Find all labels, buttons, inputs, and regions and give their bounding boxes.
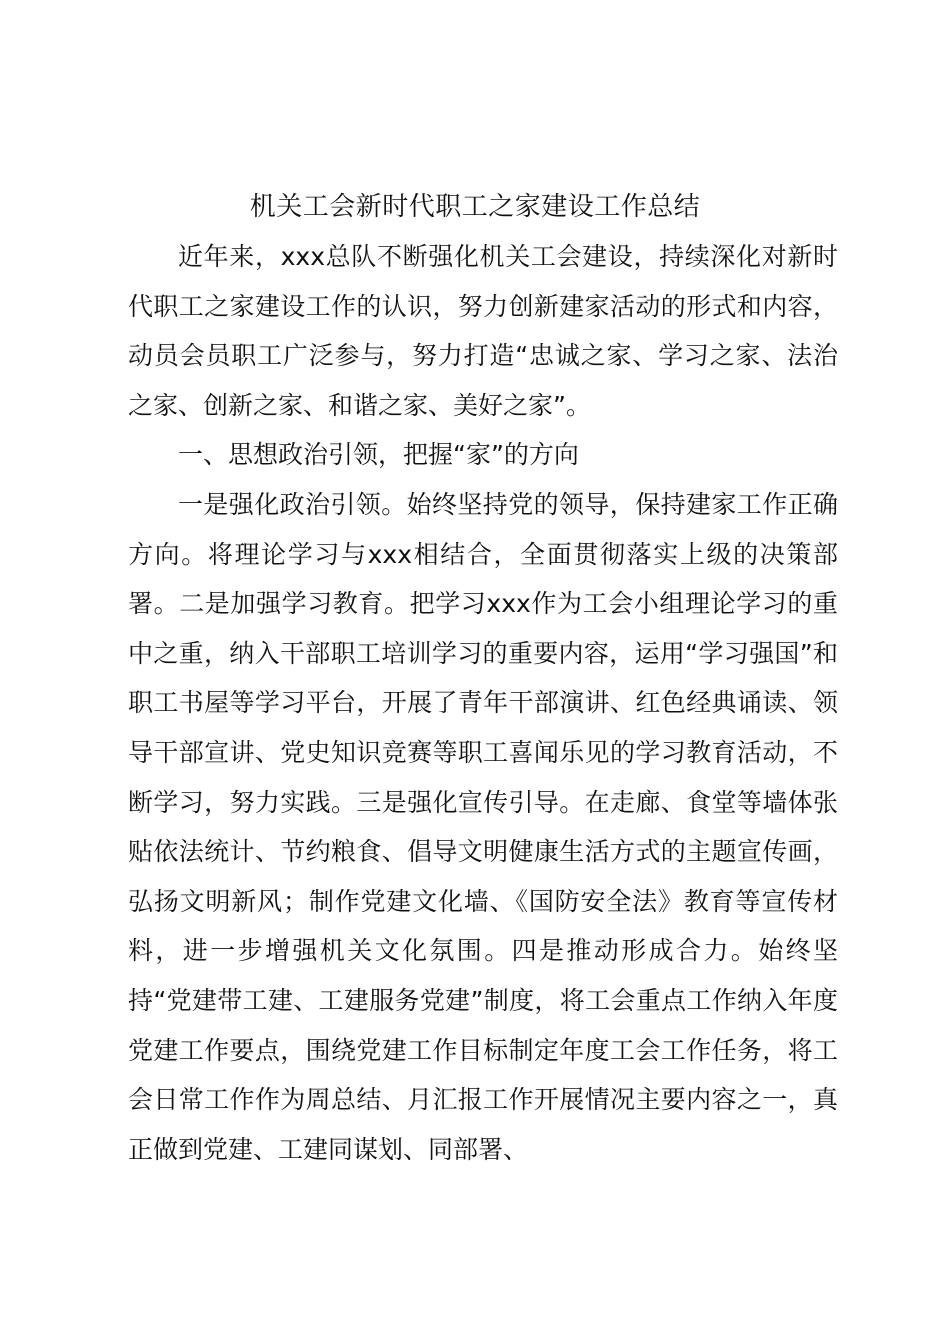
section-paragraph: 一是强化政治引领。始终坚持党的领导，保持建家工作正确方向。将理论学习与xxx相结合，全面贯彻落实上级的决策部署。二是加强学习教育。把学习xxx作为工会小组理论学习的重中之重，纳入干部职工培训学习的重要内容，运用“学习强国”和职工书屋等学习平台，开展了青年干部演讲、红色经典诵读、领导干部宣讲、党史知识竞赛等职工喜闻乐见的学习教育活动，不断学习，努力实践。三是强化宣传引导。在走廊、食堂等墙体张贴依法统计、节约粮食、倡导文明健康生活方式的主题宣传画，弘扬文明新风；制作党建文化墙、《国防安全法》教育等宣传材料，进一步增强机关文化氛围。四是推动形成合力。始终坚持“党建带工建、工建服务党建”制度，将工会重点工作纳入年度党建工作要点，围绕党建工作目标制定年度工会工作任务，将工会日常工作作为周总结、月汇报工作开展情况主要内容之一，真正做到党建、工建同谋划、同部署、 bbox=[128, 489, 838, 1164]
document-title: 机关工会新时代职工之家建设工作总结 bbox=[249, 192, 701, 222]
intro-paragraph: 近年来，xxx总队不断强化机关工会建设，持续深化对新时代职工之家建设工作的认识，努力创新建家活动的形式和内容，动员会员职工广泛参与，努力打造“忠诚之家、学习之家、法治之家、创新之家、和谐之家、美好之家”。 bbox=[128, 242, 838, 420]
section-heading: 一、思想政治引领，把握“家”的方向 bbox=[178, 440, 579, 470]
document-body bbox=[128, 232, 838, 1174]
